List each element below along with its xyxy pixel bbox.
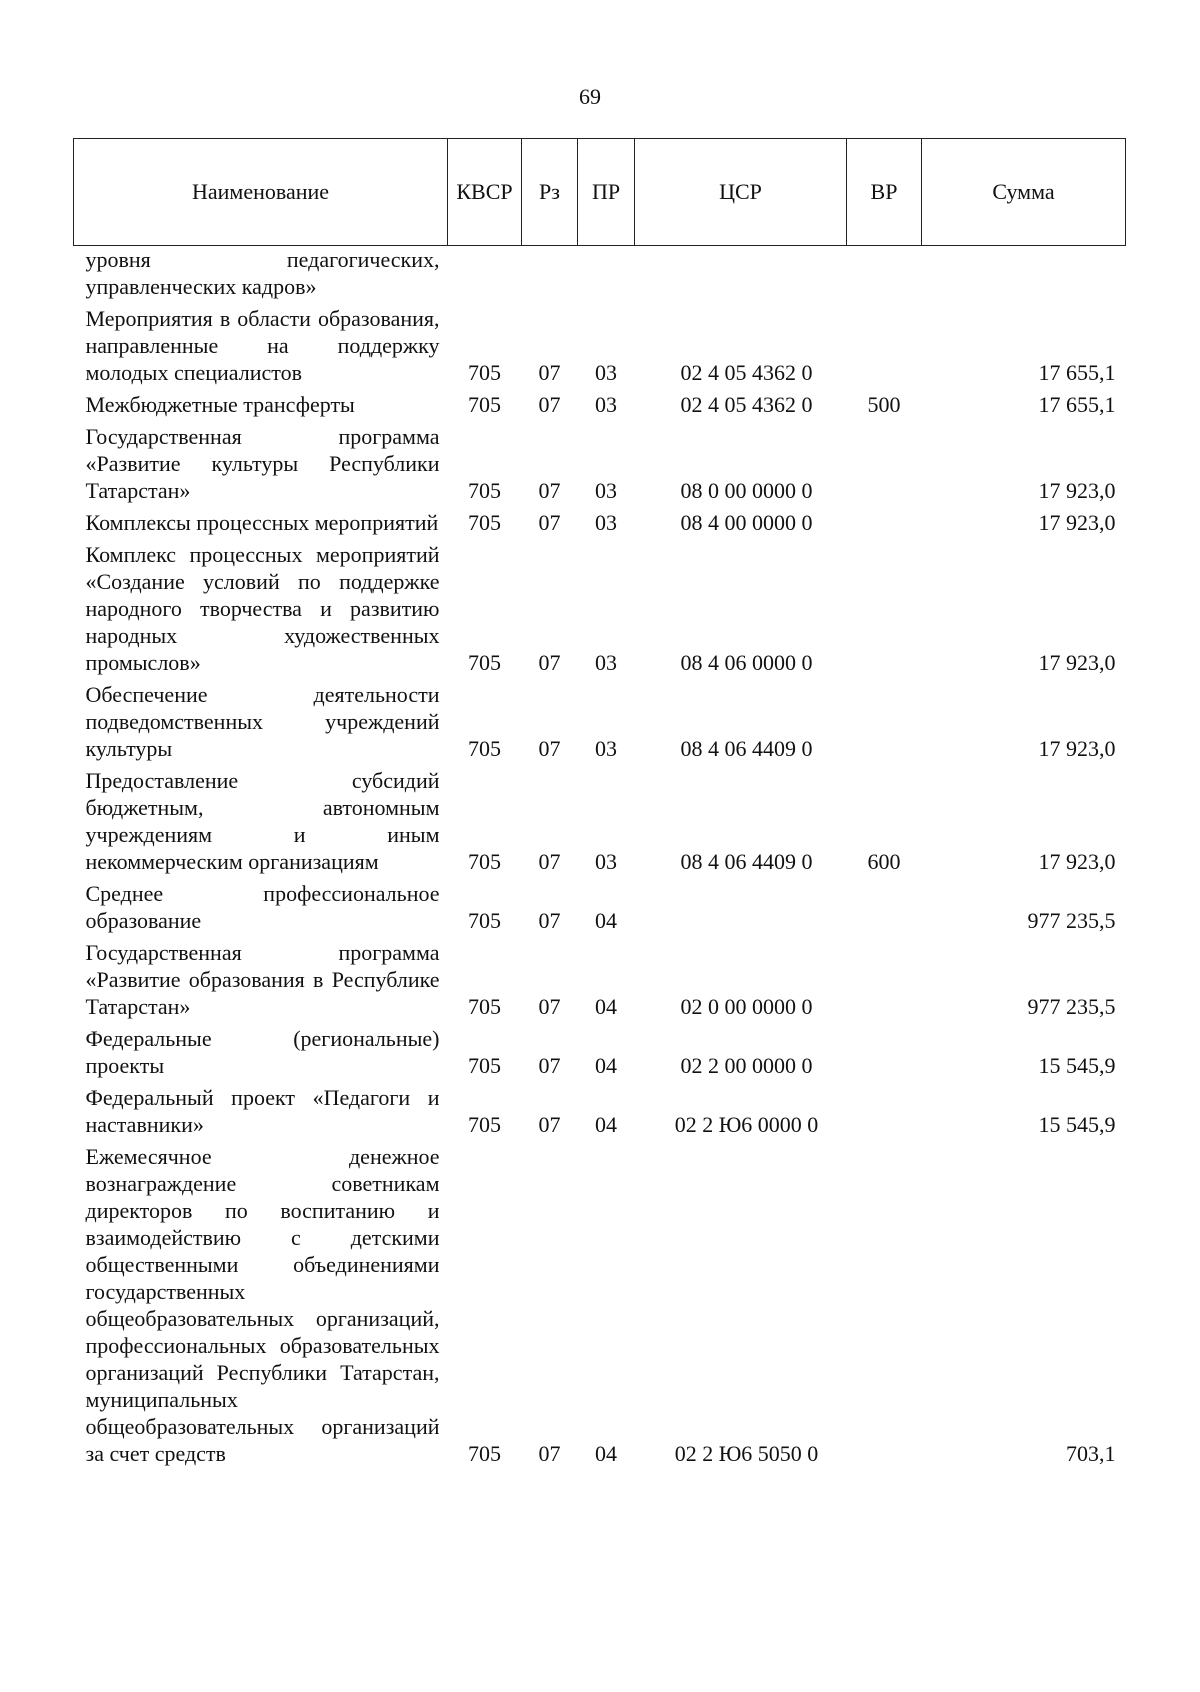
cell-kvsr: 705	[468, 1053, 501, 1078]
cell-rz: 07	[538, 908, 561, 933]
cell-pr: 04	[595, 1053, 617, 1078]
cell-sum: 977 235,5	[1027, 908, 1116, 933]
cell-sum: 17 923,0	[1038, 650, 1116, 675]
cell-vr	[847, 538, 922, 678]
cell-pr: 03	[595, 849, 617, 874]
table-row	[74, 936, 1126, 1022]
cell-rz: 07	[538, 849, 561, 874]
cell-rz: 07	[538, 360, 561, 385]
header-sum: Сумма	[922, 139, 1126, 246]
cell-pr: 03	[595, 650, 617, 675]
cell-rz: 07	[538, 994, 561, 1019]
cell-csr: 02 2 Ю6 5050 0	[674, 1441, 819, 1466]
cell-kvsr: 705	[468, 736, 501, 761]
cell-rz: 07	[538, 1053, 561, 1078]
cell-rz: 07	[538, 650, 561, 675]
cell-csr: 02 2 00 0000 0	[680, 1053, 813, 1078]
cell-vr	[847, 678, 922, 764]
cell-vr	[847, 1022, 922, 1081]
cell-vr: 500	[867, 392, 901, 417]
cell-name: Мероприятия в области образования, направленные на поддержку молодых специалистов	[85, 306, 440, 385]
header-pr: ПР	[578, 139, 635, 246]
cell-vr	[847, 936, 922, 1022]
table-row	[74, 538, 1126, 678]
table-row	[74, 1140, 1126, 1469]
table-header	[74, 139, 1126, 246]
cell-name: уровня педагогических, управленческих кадров»	[85, 247, 440, 299]
cell-sum: 15 545,9	[1038, 1053, 1116, 1078]
cell-vr	[847, 877, 922, 936]
cell-vr	[847, 246, 922, 303]
cell-name: Государственная программа «Развитие культуры Республики Татарстан»	[85, 424, 440, 503]
cell-pr: 04	[595, 908, 617, 933]
cell-csr: 08 4 06 4409 0	[680, 736, 813, 761]
cell-kvsr: 705	[468, 1112, 501, 1137]
table-row	[74, 302, 1126, 388]
table-row	[74, 388, 1126, 420]
cell-sum	[922, 246, 1126, 303]
table-row	[74, 1022, 1126, 1081]
cell-sum: 17 923,0	[1038, 478, 1116, 503]
cell-name: Предоставление субсидий бюджетным, автономным учреждениям и иным некоммерческим организациям	[85, 768, 440, 874]
cell-kvsr: 705	[468, 650, 501, 675]
cell-sum: 15 545,9	[1038, 1112, 1116, 1137]
cell-kvsr: 705	[468, 360, 501, 385]
cell-csr	[635, 877, 847, 936]
cell-name: Государственная программа «Развитие образования в Республике Татарстан»	[85, 940, 440, 1019]
cell-pr: 03	[595, 736, 617, 761]
cell-vr: 600	[867, 849, 901, 874]
cell-csr: 02 4 05 4362 0	[680, 392, 813, 417]
cell-name: Федеральный проект «Педагоги и наставники»	[85, 1085, 440, 1137]
cell-csr: 08 0 00 0000 0	[680, 478, 813, 503]
cell-sum: 977 235,5	[1027, 994, 1116, 1019]
cell-vr	[847, 506, 922, 538]
cell-kvsr: 705	[468, 849, 501, 874]
table-body	[74, 246, 1126, 1470]
header-kvsr: КВСР	[448, 139, 522, 246]
header-name: Наименование	[74, 139, 448, 246]
table-row	[74, 506, 1126, 538]
table-row	[74, 1081, 1126, 1140]
cell-pr: 03	[595, 392, 617, 417]
cell-name: Ежемесячное денежное вознаграждение советникам директоров по воспитанию и взаимодействию с детскими общественными объединениями государственных общеобразовательных организаций, профессиональных образовательных организаций Республики Татарстан, муниципальных общеобразовательных организаций за счет средств	[85, 1144, 440, 1466]
cell-csr: 02 2 Ю6 0000 0	[674, 1112, 819, 1137]
cell-rz: 07	[538, 1112, 561, 1137]
cell-kvsr: 705	[468, 478, 501, 503]
cell-rz	[522, 246, 578, 303]
table-row	[74, 420, 1126, 506]
cell-rz: 07	[538, 510, 561, 535]
table-row	[74, 246, 1126, 303]
cell-vr	[847, 1081, 922, 1140]
cell-kvsr	[448, 246, 522, 303]
cell-sum: 17 923,0	[1038, 736, 1116, 761]
cell-sum: 17 655,1	[1038, 392, 1116, 417]
cell-name: Среднее профессиональное образование	[85, 881, 440, 933]
cell-csr: 02 0 00 0000 0	[680, 994, 813, 1019]
header-vr: ВР	[847, 139, 922, 246]
cell-pr: 04	[595, 1441, 617, 1466]
cell-name: Комплекс процессных мероприятий «Создание условий по поддержке народного творчества и развитию народных художественных промыслов»	[85, 542, 440, 675]
header-row	[74, 139, 1126, 246]
cell-pr: 04	[595, 1112, 617, 1137]
cell-name: Обеспечение деятельности подведомственных учреждений культуры	[85, 682, 440, 761]
cell-kvsr: 705	[468, 994, 501, 1019]
cell-rz: 07	[538, 1441, 561, 1466]
cell-pr: 03	[595, 510, 617, 535]
cell-vr	[847, 302, 922, 388]
cell-csr: 02 4 05 4362 0	[680, 360, 813, 385]
cell-kvsr: 705	[468, 908, 501, 933]
cell-csr	[635, 246, 847, 303]
cell-vr	[847, 420, 922, 506]
cell-pr: 03	[595, 478, 617, 503]
cell-sum: 17 923,0	[1038, 849, 1116, 874]
cell-rz: 07	[538, 736, 561, 761]
cell-sum: 17 923,0	[1038, 510, 1116, 535]
cell-csr: 08 4 06 0000 0	[680, 650, 813, 675]
table-row	[74, 678, 1126, 764]
cell-sum: 703,1	[1066, 1441, 1116, 1466]
cell-name: Межбюджетные трансферты	[85, 392, 355, 417]
header-rz: Рз	[522, 139, 578, 246]
cell-pr	[578, 246, 635, 303]
cell-rz: 07	[538, 392, 561, 417]
cell-csr: 08 4 06 4409 0	[680, 849, 813, 874]
cell-csr: 08 4 00 0000 0	[680, 510, 813, 535]
cell-kvsr: 705	[468, 510, 501, 535]
cell-name: Федеральные (региональные) проекты	[85, 1026, 440, 1078]
budget-table	[73, 138, 1126, 1469]
cell-kvsr: 705	[468, 1441, 501, 1466]
header-csr: ЦСР	[635, 139, 847, 246]
table-row	[74, 877, 1126, 936]
cell-pr: 03	[595, 360, 617, 385]
page-number: 69	[579, 84, 601, 109]
cell-kvsr: 705	[468, 392, 501, 417]
cell-sum: 17 655,1	[1038, 360, 1116, 385]
cell-pr: 04	[595, 994, 617, 1019]
cell-name: Комплексы процессных мероприятий	[85, 510, 439, 535]
table-row	[74, 764, 1126, 877]
cell-rz: 07	[538, 478, 561, 503]
cell-vr	[847, 1140, 922, 1469]
